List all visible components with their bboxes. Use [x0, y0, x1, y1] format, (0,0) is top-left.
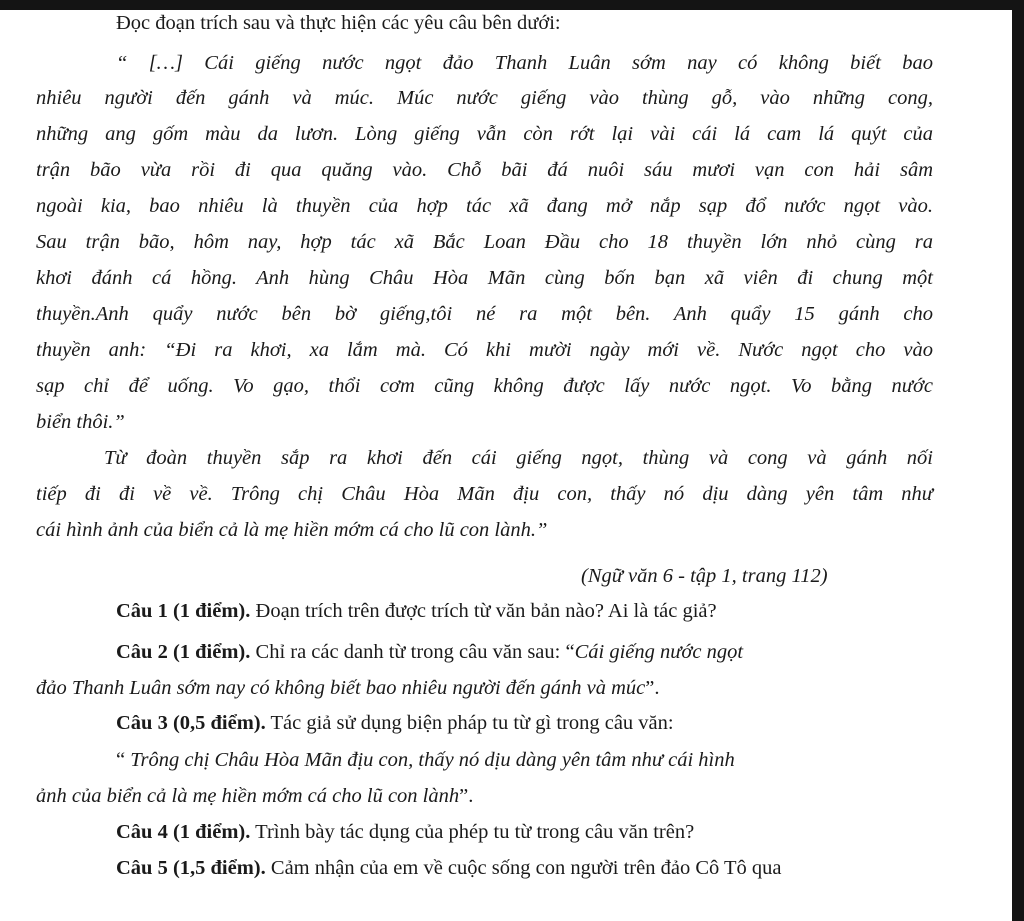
question-2-quote-start: Cái giếng nước ngọt	[574, 641, 744, 663]
question-2-continued	[36, 678, 660, 699]
passage-line-12: Từ đoàn thuyền sắp ra khơi đến cái giếng ngọt, thùng và cong và gánh nối	[104, 447, 933, 469]
question-3-quote-text-1: Trông chị Châu Hòa Mãn địu con, thấy nó dịu dàng yên tâm như cái hình	[130, 749, 735, 771]
question-4-text: Trình bày tác dụng của phép tu từ trong câu văn trên?	[250, 821, 695, 843]
passage-line-5: ngoài kia, bao nhiêu là thuyền của hợp tác xã đang mở nắp sạp đổ nước ngọt vào.	[36, 195, 933, 217]
passage-line-9: thuyền anh: “Đi ra khơi, xa lắm mà. Có khi mười ngày mới về. Nước ngọt cho vào	[36, 339, 933, 361]
passage-source: (Ngữ văn 6 - tập 1, trang 112)	[581, 565, 828, 587]
question-4-label: Câu 4 (1 điểm).	[116, 821, 251, 843]
question-1-text: Đoạn trích trên được trích từ văn bản nào? Ai là tác giả?	[250, 600, 717, 622]
question-2-label: Câu 2 (1 điểm).	[116, 641, 251, 663]
passage-line-2: nhiêu người đến gánh và múc. Múc nước giếng vào thùng gỗ, vào những cong,	[36, 87, 933, 109]
passage-line-8: thuyền.Anh quẩy nước bên bờ giếng,tôi né ra một bên. Anh quẩy 15 gánh cho	[36, 303, 933, 325]
question-2	[116, 642, 743, 663]
passage-line-1: “ […] Cái giếng nước ngọt đảo Thanh Luân sớm nay có không biết bao	[116, 52, 933, 74]
question-3-label: Câu 3 (0,5 điểm).	[116, 712, 266, 734]
passage-line-11: biển thôi.”	[36, 411, 125, 433]
question-3-text: Tác giả sử dụng biện pháp tu từ gì trong câu văn:	[265, 712, 674, 734]
question-2-closing: ”.	[645, 677, 660, 699]
question-1-label: Câu 1 (1 điểm).	[116, 600, 251, 622]
question-5-text: Cảm nhận của em về cuộc sống con người trên đảo Cô Tô qua	[265, 857, 782, 879]
right-frame-border	[1012, 0, 1024, 921]
question-3-quote-line-1	[116, 750, 735, 771]
question-5	[116, 858, 782, 879]
passage-line-6: Sau trận bão, hôm nay, hợp tác xã Bắc Loan Đầu cho 18 thuyền lớn nhỏ cùng ra	[36, 231, 933, 253]
question-3-quote-text-2: ảnh của biển cả là mẹ hiền mớm cá cho lũ con lành	[36, 785, 460, 807]
passage-line-14: cái hình ảnh của biển cả là mẹ hiền mớm cá cho lũ con lành.”	[36, 519, 548, 541]
question-2-quote-end: đảo Thanh Luân sớm nay có không biết bao nhiêu người đến gánh và múc	[36, 677, 646, 699]
question-3	[116, 713, 674, 734]
question-3-quote-open: “	[116, 749, 131, 771]
instruction-heading: Đọc đoạn trích sau và thực hiện các yêu câu bên dưới:	[116, 12, 561, 34]
question-3-quote-close: ”.	[459, 785, 474, 807]
passage-line-10: sạp chỉ để uống. Vo gạo, thổi cơm cũng không được lấy nước ngọt. Vo bằng nước	[36, 375, 933, 397]
question-5-label: Câu 5 (1,5 điểm).	[116, 857, 266, 879]
passage-line-13: tiếp đi đi về về. Trông chị Châu Hòa Mãn địu con, thấy nó dịu dàng yên tâm như	[36, 483, 933, 505]
question-1	[116, 601, 717, 622]
passage-line-4: trận bão vừa rồi đi qua quăng vào. Chỗ bãi đá nuôi sáu mươi vạn con hải sâm	[36, 159, 933, 181]
passage-line-7: khơi đánh cá hồng. Anh hùng Châu Hòa Mãn cùng bốn bạn xã viên đi chung một	[36, 267, 933, 289]
question-2-text: Chỉ ra các danh từ trong câu văn sau: “	[250, 641, 575, 663]
passage-line-3: những ang gốm màu da lươn. Lòng giếng vẫn còn rớt lại vài cái lá cam lá quýt của	[36, 123, 933, 145]
question-4	[116, 822, 694, 843]
question-3-quote-line-2	[36, 786, 473, 807]
